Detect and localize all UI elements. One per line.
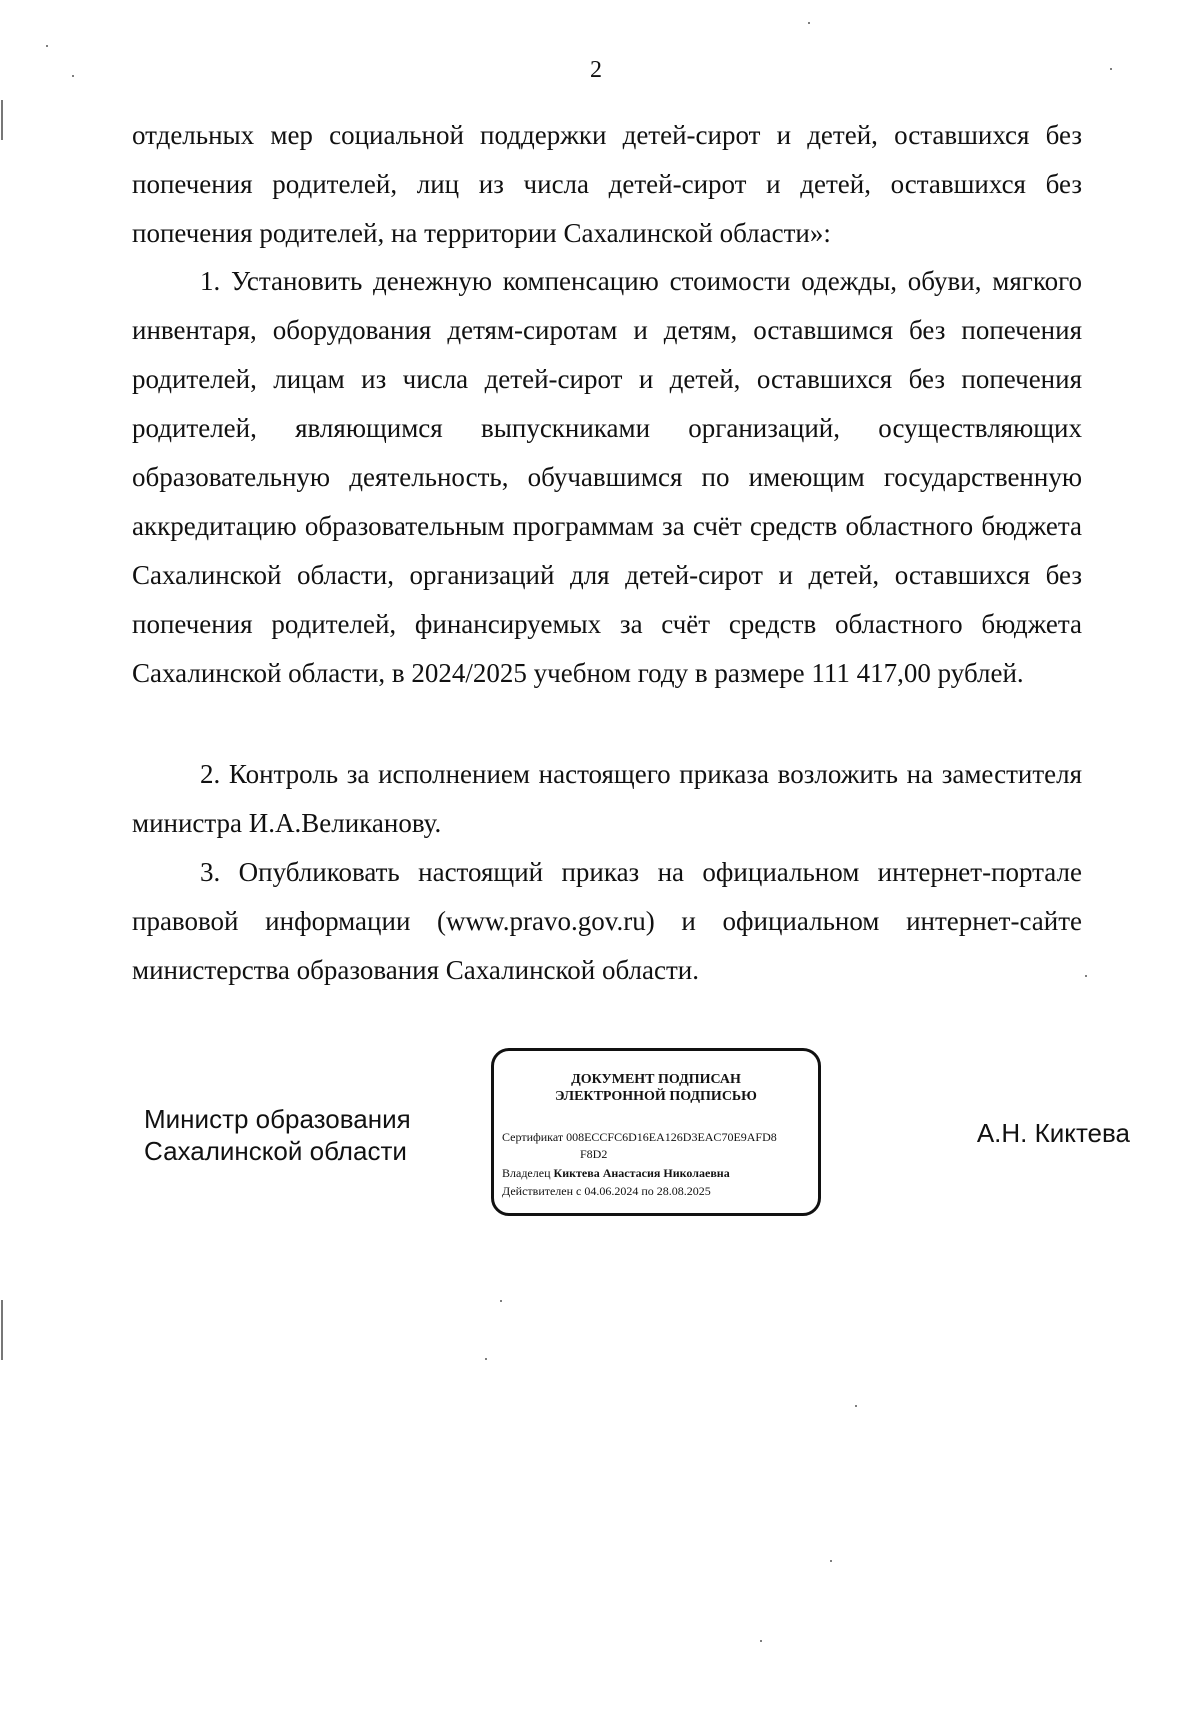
stamp-certificate <box>502 1130 812 1144</box>
paragraph-item-1: 1. Установить денежную компенсацию стоимости одежды, обуви, мягкого инвентаря, оборудования детям-сиротам и детям, оставшимся без попечения родителей, лицам из числа детей-сирот и детей, оставшихся без попечения родителей, являющимся выпускниками организаций, осуществляющих образовательную деятельность, обучавшимся по имеющим государственную аккредитацию образовательным программам за счёт средств областного бюджета Сахалинской области, организаций для детей-сирот и детей, оставшихся без попечения родителей, финансируемых за счёт средств областного бюджета Сахалинской области, в 2024/2025 учебном году в размере 111 417,00 рублей. <box>132 266 1082 688</box>
scan-speck <box>1110 68 1112 70</box>
scan-speck <box>830 1560 832 1562</box>
scan-speck <box>46 45 48 47</box>
paragraph-item-3: 3. Опубликовать настоящий приказ на официальном интернет-портале правовой информации (www.pravo.gov.ru) и официальном интернет-сайте министерства образования Сахалинской области. <box>132 857 1082 985</box>
stamp-title <box>494 1071 818 1105</box>
signatory-position-line: Министр образования <box>144 1104 411 1134</box>
signatory-position-line: Сахалинской области <box>144 1136 407 1166</box>
scan-speck <box>72 75 74 77</box>
page-number: 2 <box>590 57 602 83</box>
stamp-validity: Действителен с 04.06.2024 по 28.08.2025 <box>502 1184 711 1198</box>
scan-speck <box>808 22 810 24</box>
stamp-certificate-label: Сертификат <box>502 1130 564 1144</box>
scan-speck <box>760 1640 762 1642</box>
scan-speck <box>485 1358 487 1360</box>
signatory-name: А.Н. Киктева <box>976 1118 1130 1148</box>
stamp-owner <box>502 1166 816 1180</box>
scan-speck <box>1085 975 1087 977</box>
stamp-certificate-value-continuation: F8D2 <box>580 1147 608 1161</box>
electronic-signature-stamp <box>491 1048 821 1216</box>
stamp-owner-label: Владелец <box>502 1166 551 1180</box>
paragraph-item-2: 2. Контроль за исполнением настоящего приказа возложить на заместителя министра И.А.Великанову. <box>132 759 1082 838</box>
scan-margin-mark <box>1 1300 3 1360</box>
scan-speck <box>500 1300 502 1302</box>
scan-margin-mark <box>1 100 3 140</box>
scan-speck <box>855 1405 857 1407</box>
stamp-title-line: ЭЛЕКТРОННОЙ ПОДПИСЬЮ <box>555 1089 757 1104</box>
stamp-title-line: ДОКУМЕНТ ПОДПИСАН <box>571 1072 741 1087</box>
stamp-certificate-value: 008ECCFC6D16EA126D3EAC70E9AFD8 <box>566 1130 777 1144</box>
stamp-owner-value: Киктева Анастасия Николаевна <box>553 1166 730 1180</box>
signatory-position <box>144 1103 444 1167</box>
paragraph-intro-continuation: отдельных мер социальной поддержки детей-сирот и детей, оставшихся без попечения родителей, лиц из числа детей-сирот и детей, оставшихся без попечения родителей, на территории Сахалинской области»: <box>132 120 1082 248</box>
